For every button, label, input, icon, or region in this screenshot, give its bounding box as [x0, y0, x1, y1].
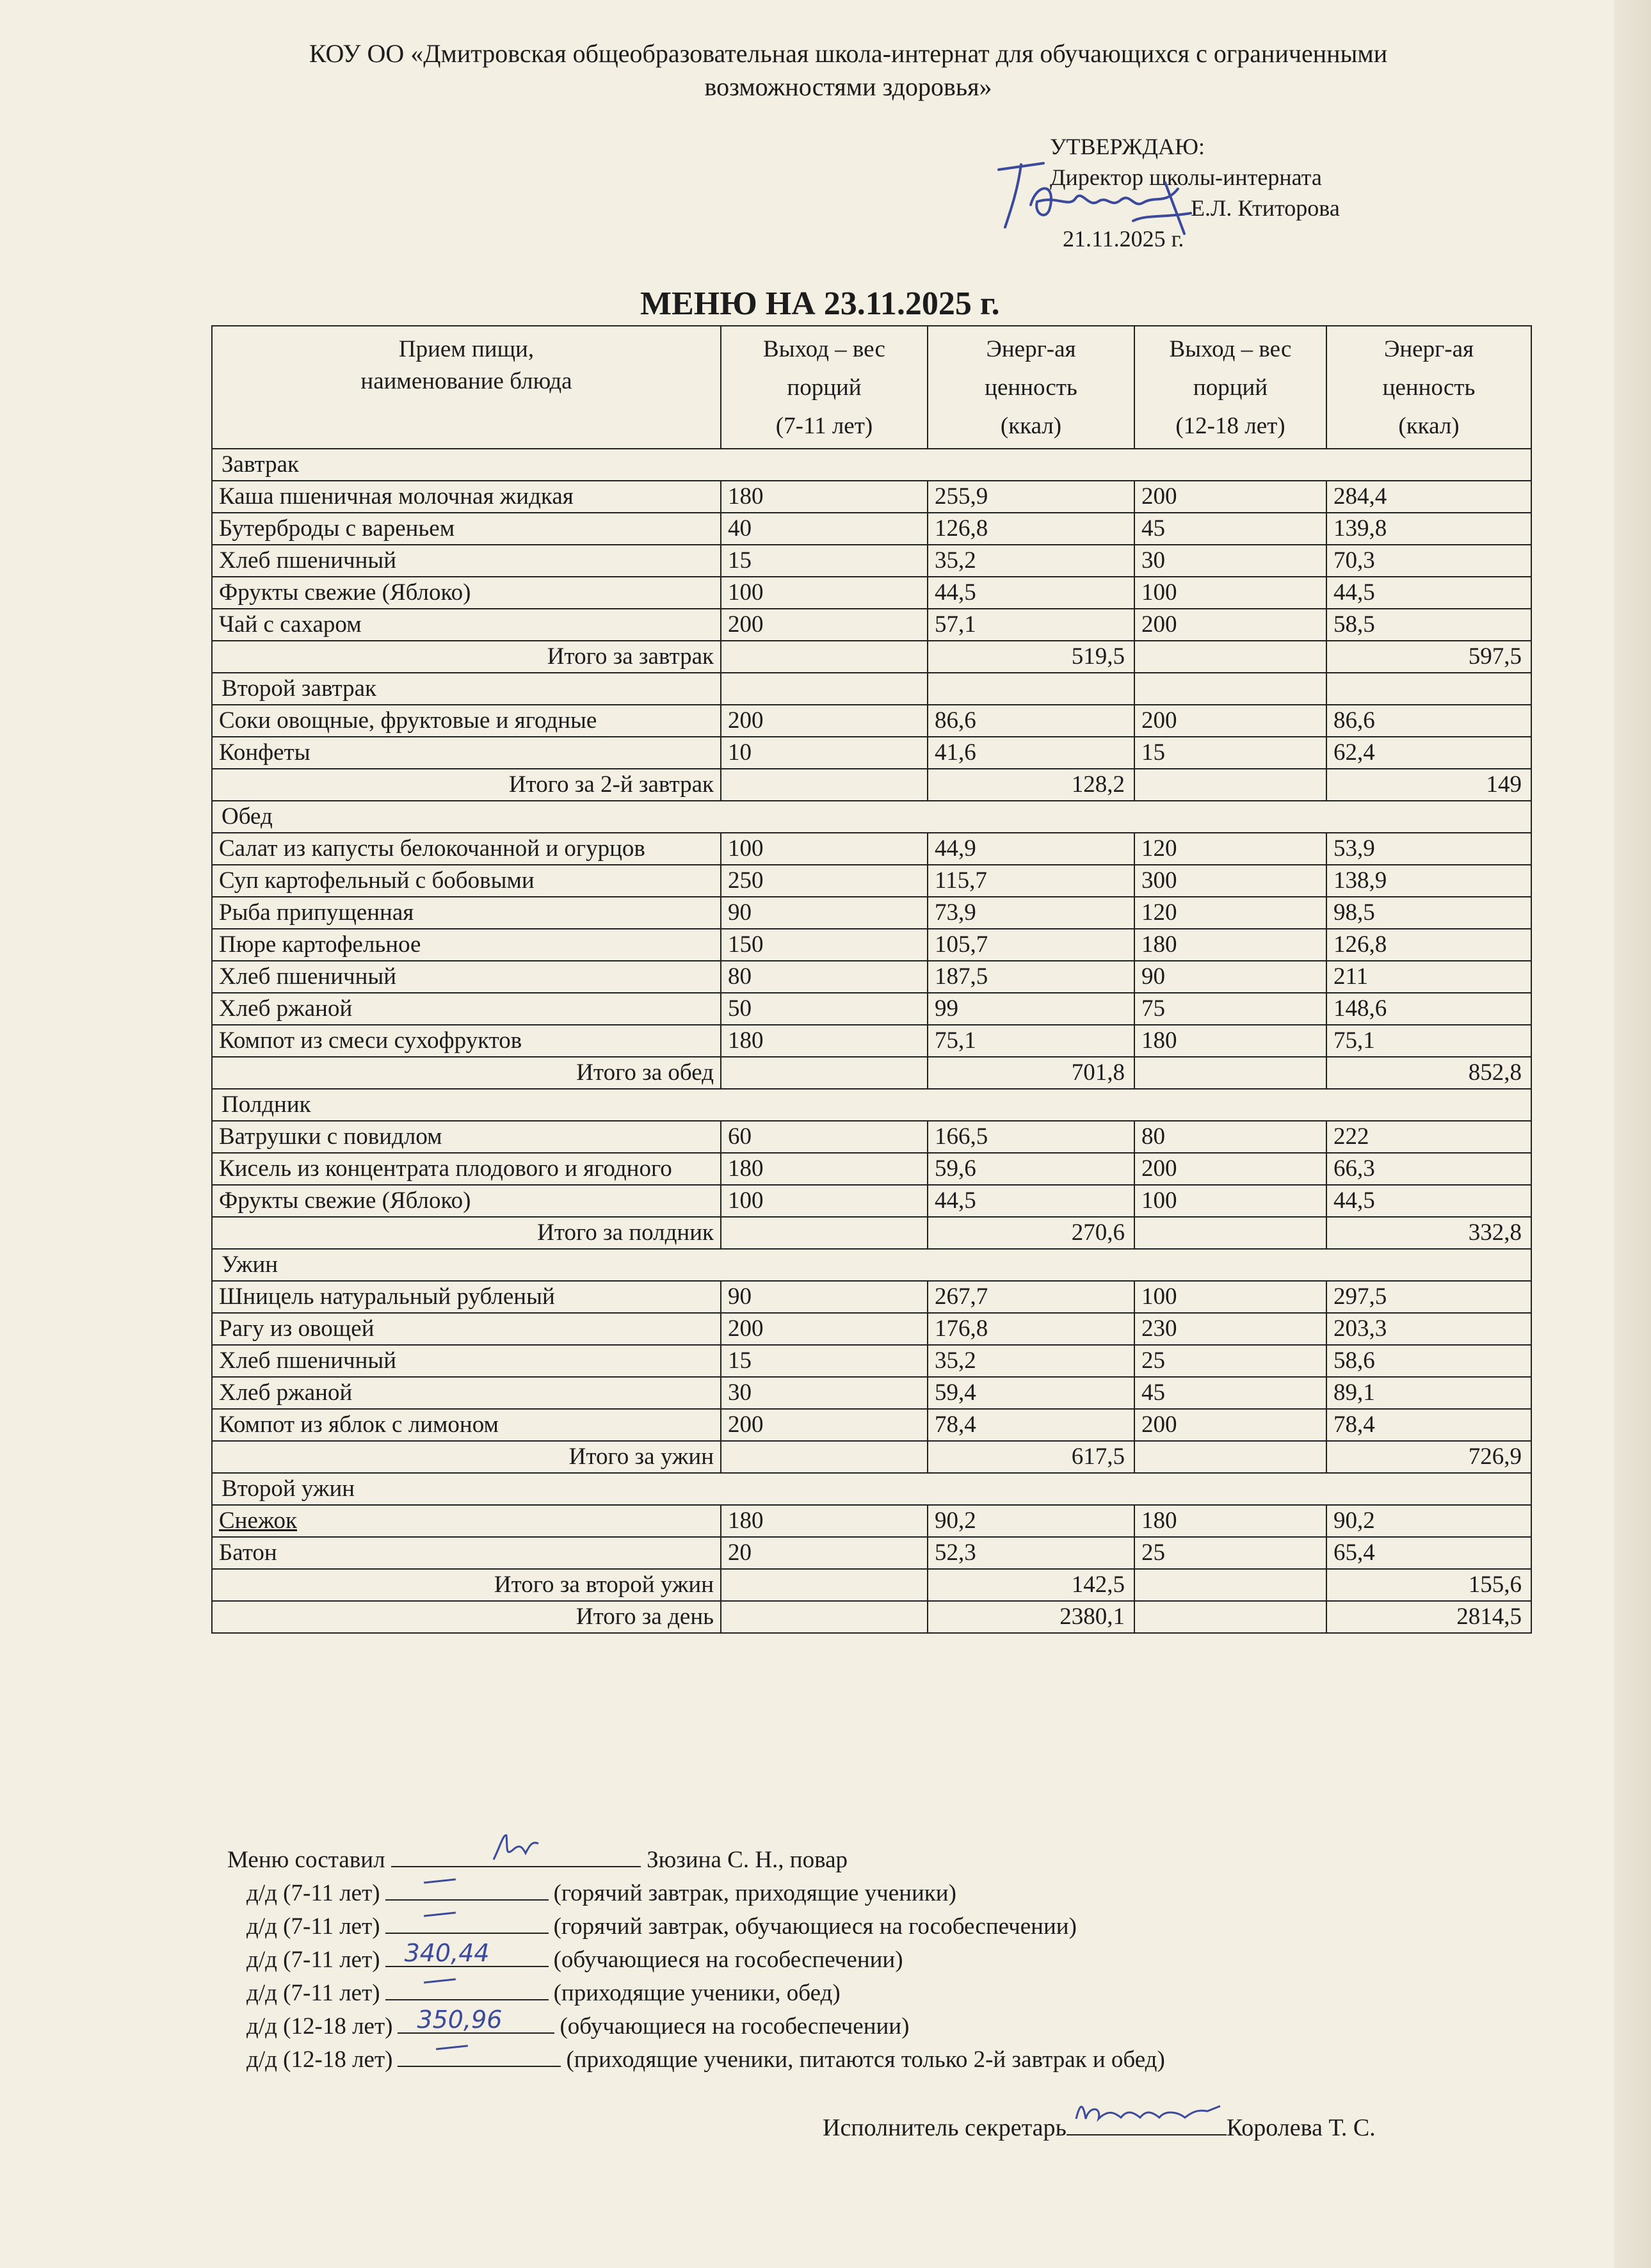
total-energy-7-11: 270,6 — [928, 1217, 1134, 1249]
weight-7-11: 90 — [721, 1281, 928, 1313]
allowance-row — [227, 2006, 1165, 2043]
weight-7-11: 200 — [721, 1409, 928, 1441]
dish-name: Бутерброды с вареньем — [212, 513, 721, 545]
total-energy-7-11: 519,5 — [928, 641, 1134, 673]
energy-12-18: 284,4 — [1326, 481, 1531, 513]
weight-7-11: 60 — [721, 1121, 928, 1153]
section-title: Второй завтрак — [212, 673, 721, 705]
director-signature — [973, 144, 1229, 240]
weight-7-11: 100 — [721, 833, 928, 865]
energy-7-11: 255,9 — [928, 481, 1134, 513]
weight-12-18: 45 — [1134, 1377, 1326, 1409]
weight-12-18: 300 — [1134, 865, 1326, 897]
weight-12-18: 75 — [1134, 993, 1326, 1025]
table-row — [212, 1377, 1531, 1409]
weight-12-18: 100 — [1134, 577, 1326, 609]
org-line-1: КОУ ОО «Дмитровская общеобразовательная школа-интернат для обучающихся с ограниченными — [309, 39, 1388, 68]
total-energy-7-11: 142,5 — [928, 1569, 1134, 1601]
table-row — [212, 993, 1531, 1025]
empty-cell — [1134, 1601, 1326, 1633]
weight-7-11: 200 — [721, 609, 928, 641]
energy-7-11: 44,9 — [928, 833, 1134, 865]
energy-7-11: 52,3 — [928, 1537, 1134, 1569]
table-row — [212, 481, 1531, 513]
empty-cell — [721, 1217, 928, 1249]
weight-12-18: 200 — [1134, 1409, 1326, 1441]
dish-name: Фрукты свежие (Яблоко) — [212, 577, 721, 609]
table-row — [212, 545, 1531, 577]
energy-7-11: 176,8 — [928, 1313, 1134, 1345]
dish-name: Фрукты свежие (Яблоко) — [212, 1185, 721, 1217]
weight-12-18: 25 — [1134, 1345, 1326, 1377]
total-label: Итого за ужин — [212, 1441, 721, 1473]
table-header-row — [212, 326, 1531, 449]
energy-12-18: 138,9 — [1326, 865, 1531, 897]
weight-12-18: 80 — [1134, 1121, 1326, 1153]
empty-cell — [1134, 641, 1326, 673]
table-row — [212, 1505, 1531, 1537]
allowance-age-label: д/д (7-11 лет) — [246, 1913, 380, 1940]
weight-12-18: 100 — [1134, 1281, 1326, 1313]
energy-7-11: 41,6 — [928, 737, 1134, 769]
energy-7-11: 126,8 — [928, 513, 1134, 545]
section-title: Обед — [212, 801, 1531, 833]
weight-12-18: 120 — [1134, 833, 1326, 865]
executor-label: Исполнитель секретарь — [823, 2114, 1067, 2141]
allowance-lines — [227, 1877, 1165, 2077]
energy-12-18: 70,3 — [1326, 545, 1531, 577]
dish-name: Кисель из концентрата плодового и ягодного — [212, 1153, 721, 1185]
weight-7-11: 200 — [721, 705, 928, 737]
energy-7-11: 44,5 — [928, 577, 1134, 609]
allowance-age-label: д/д (7-11 лет) — [246, 1880, 380, 1906]
executor-row — [823, 2112, 1376, 2142]
empty-cell — [1134, 673, 1326, 705]
weight-12-18: 30 — [1134, 545, 1326, 577]
energy-12-18: 86,6 — [1326, 705, 1531, 737]
handwritten-dash — [424, 1978, 456, 1983]
section-title: Полдник — [212, 1089, 1531, 1121]
table-row — [212, 513, 1531, 545]
menu-table — [211, 325, 1532, 1634]
energy-12-18: 126,8 — [1326, 929, 1531, 961]
total-row — [212, 769, 1531, 801]
weight-7-11: 15 — [721, 545, 928, 577]
dish-name: Хлеб ржаной — [212, 1377, 721, 1409]
total-label: Итого за 2-й завтрак — [212, 769, 721, 801]
table-row — [212, 609, 1531, 641]
weight-12-18: 200 — [1134, 1153, 1326, 1185]
total-row — [212, 1057, 1531, 1089]
total-energy-12-18: 726,9 — [1326, 1441, 1531, 1473]
weight-7-11: 80 — [721, 961, 928, 993]
weight-12-18: 200 — [1134, 705, 1326, 737]
weight-7-11: 50 — [721, 993, 928, 1025]
energy-7-11: 105,7 — [928, 929, 1134, 961]
header-weight-12-18: Выход – вес порций (12-18 лет) — [1134, 326, 1326, 449]
table-row — [212, 577, 1531, 609]
allowance-handwritten-value: 350,96 — [417, 2006, 503, 2034]
page-edge — [1614, 0, 1651, 2268]
empty-cell — [1134, 1217, 1326, 1249]
energy-12-18: 139,8 — [1326, 513, 1531, 545]
weight-7-11: 180 — [721, 481, 928, 513]
weight-12-18: 180 — [1134, 929, 1326, 961]
energy-12-18: 148,6 — [1326, 993, 1531, 1025]
header-energy-12-18: Энерг-ая ценность (ккал) — [1326, 326, 1531, 449]
section-row — [212, 449, 1531, 481]
table-row — [212, 705, 1531, 737]
organization-header — [160, 37, 1536, 104]
allowance-age-label: д/д (7-11 лет) — [246, 1980, 380, 2006]
total-label: Итого за день — [212, 1601, 721, 1633]
weight-7-11: 40 — [721, 513, 928, 545]
executor-name: Королева Т. С. — [1226, 2114, 1376, 2141]
dish-name: Пюре картофельное — [212, 929, 721, 961]
total-energy-12-18: 852,8 — [1326, 1057, 1531, 1089]
section-row — [212, 801, 1531, 833]
table-row — [212, 737, 1531, 769]
total-energy-7-11: 2380,1 — [928, 1601, 1134, 1633]
allowance-row — [227, 1910, 1165, 1943]
energy-7-11: 57,1 — [928, 609, 1134, 641]
table-row — [212, 1345, 1531, 1377]
org-line-2: возможностями здоровья» — [704, 72, 992, 101]
weight-12-18: 15 — [1134, 737, 1326, 769]
weight-7-11: 150 — [721, 929, 928, 961]
table-row — [212, 1025, 1531, 1057]
empty-cell — [721, 641, 928, 673]
allowance-note: (обучающиеся на гособеспечении) — [560, 2013, 910, 2039]
section-title: Завтрак — [212, 449, 1531, 481]
table-row — [212, 1281, 1531, 1313]
energy-12-18: 98,5 — [1326, 897, 1531, 929]
weight-12-18: 200 — [1134, 481, 1326, 513]
weight-7-11: 180 — [721, 1025, 928, 1057]
energy-7-11: 166,5 — [928, 1121, 1134, 1153]
weight-12-18: 25 — [1134, 1537, 1326, 1569]
executor-signature-line — [1067, 2112, 1227, 2135]
weight-7-11: 250 — [721, 865, 928, 897]
energy-12-18: 44,5 — [1326, 577, 1531, 609]
energy-12-18: 89,1 — [1326, 1377, 1531, 1409]
energy-7-11: 90,2 — [928, 1505, 1134, 1537]
energy-12-18: 211 — [1326, 961, 1531, 993]
empty-cell — [721, 769, 928, 801]
table-row — [212, 1409, 1531, 1441]
weight-12-18: 90 — [1134, 961, 1326, 993]
table-row — [212, 865, 1531, 897]
total-energy-12-18: 597,5 — [1326, 641, 1531, 673]
empty-cell — [721, 1601, 928, 1633]
energy-12-18: 58,5 — [1326, 609, 1531, 641]
allowance-value-line — [385, 1977, 549, 2000]
total-energy-7-11: 617,5 — [928, 1441, 1134, 1473]
section-title: Второй ужин — [212, 1473, 1531, 1505]
empty-cell — [1134, 1569, 1326, 1601]
energy-12-18: 44,5 — [1326, 1185, 1531, 1217]
energy-12-18: 222 — [1326, 1121, 1531, 1153]
allowance-value-line — [398, 2006, 554, 2034]
weight-7-11: 200 — [721, 1313, 928, 1345]
table-row — [212, 1153, 1531, 1185]
empty-cell — [721, 1569, 928, 1601]
executor-signature — [1070, 2093, 1230, 2132]
energy-7-11: 86,6 — [928, 705, 1134, 737]
dish-name: Батон — [212, 1537, 721, 1569]
allowance-row — [227, 1877, 1165, 1910]
allowance-age-label: д/д (12-18 лет) — [246, 2013, 393, 2039]
composer-name: Зюзина С. Н., повар — [647, 1847, 848, 1873]
total-energy-7-11: 701,8 — [928, 1057, 1134, 1089]
total-energy-12-18: 332,8 — [1326, 1217, 1531, 1249]
allowance-row — [227, 1977, 1165, 2010]
weight-12-18: 45 — [1134, 513, 1326, 545]
energy-7-11: 115,7 — [928, 865, 1134, 897]
weight-12-18: 100 — [1134, 1185, 1326, 1217]
allowance-row — [227, 2043, 1165, 2077]
dish-name: Хлеб пшеничный — [212, 545, 721, 577]
energy-12-18: 75,1 — [1326, 1025, 1531, 1057]
section-row — [212, 673, 1531, 705]
weight-7-11: 10 — [721, 737, 928, 769]
energy-12-18: 53,9 — [1326, 833, 1531, 865]
total-row — [212, 1601, 1531, 1633]
total-row — [212, 641, 1531, 673]
energy-12-18: 78,4 — [1326, 1409, 1531, 1441]
allowance-value-line — [385, 1939, 549, 1967]
energy-12-18: 203,3 — [1326, 1313, 1531, 1345]
total-label: Итого за завтрак — [212, 641, 721, 673]
weight-12-18: 180 — [1134, 1025, 1326, 1057]
table-row — [212, 1185, 1531, 1217]
handwritten-dash — [436, 2045, 468, 2050]
total-label: Итого за обед — [212, 1057, 721, 1089]
total-row — [212, 1569, 1531, 1601]
composer-row — [227, 1844, 1165, 1877]
dish-name: Конфеты — [212, 737, 721, 769]
allowance-age-label: д/д (12-18 лет) — [246, 2047, 393, 2073]
dish-name: Рагу из овощей — [212, 1313, 721, 1345]
weight-7-11: 15 — [721, 1345, 928, 1377]
allowance-value-line — [398, 2044, 561, 2067]
total-label: Итого за второй ужин — [212, 1569, 721, 1601]
table-row — [212, 833, 1531, 865]
weight-7-11: 100 — [721, 577, 928, 609]
dish-name: Рыба припущенная — [212, 897, 721, 929]
dish-name: Компот из яблок с лимоном — [212, 1409, 721, 1441]
dish-name: Снежок — [212, 1505, 721, 1537]
weight-7-11: 180 — [721, 1505, 928, 1537]
dish-name: Салат из капусты белокочанной и огурцов — [212, 833, 721, 865]
empty-cell — [928, 673, 1134, 705]
total-energy-12-18: 149 — [1326, 769, 1531, 801]
dish-name: Каша пшеничная молочная жидкая — [212, 481, 721, 513]
total-row — [212, 1217, 1531, 1249]
allowance-value-line — [385, 1911, 549, 1934]
dish-name: Соки овощные, фруктовые и ягодные — [212, 705, 721, 737]
energy-7-11: 187,5 — [928, 961, 1134, 993]
empty-cell — [1134, 1057, 1326, 1089]
empty-cell — [721, 1441, 928, 1473]
handwritten-dash — [424, 1911, 456, 1917]
section-row — [212, 1249, 1531, 1281]
energy-12-18: 58,6 — [1326, 1345, 1531, 1377]
dish-name: Ватрушки с повидлом — [212, 1121, 721, 1153]
section-row — [212, 1473, 1531, 1505]
handwritten-dash — [424, 1878, 456, 1883]
dish-name: Хлеб пшеничный — [212, 1345, 721, 1377]
allowance-age-label: д/д (7-11 лет) — [246, 1947, 380, 1973]
dish-name: Чай с сахаром — [212, 609, 721, 641]
header-weight-7-11: Выход – вес порций (7-11 лет) — [721, 326, 928, 449]
energy-7-11: 35,2 — [928, 1345, 1134, 1377]
approve-name: Е.Л. Ктиторова — [1191, 195, 1340, 221]
table-row — [212, 1313, 1531, 1345]
energy-7-11: 267,7 — [928, 1281, 1134, 1313]
energy-12-18: 62,4 — [1326, 737, 1531, 769]
energy-12-18: 297,5 — [1326, 1281, 1531, 1313]
dish-name: Хлеб пшеничный — [212, 961, 721, 993]
table-row — [212, 1121, 1531, 1153]
header-energy-7-11: Энерг-ая ценность (ккал) — [928, 326, 1134, 449]
weight-7-11: 100 — [721, 1185, 928, 1217]
empty-cell — [1326, 673, 1531, 705]
weight-7-11: 30 — [721, 1377, 928, 1409]
footer-block — [227, 1844, 1165, 2077]
section-row — [212, 1089, 1531, 1121]
allowance-note: (приходящие ученики, питаются только 2-й завтрак и обед) — [566, 2047, 1165, 2073]
dish-name: Компот из смеси сухофруктов — [212, 1025, 721, 1057]
total-energy-12-18: 155,6 — [1326, 1569, 1531, 1601]
empty-cell — [721, 673, 928, 705]
energy-12-18: 66,3 — [1326, 1153, 1531, 1185]
weight-12-18: 120 — [1134, 897, 1326, 929]
weight-12-18: 200 — [1134, 609, 1326, 641]
approve-title: УТВЕРЖДАЮ: — [1050, 134, 1205, 159]
section-title: Ужин — [212, 1249, 1531, 1281]
table-row — [212, 961, 1531, 993]
energy-7-11: 78,4 — [928, 1409, 1134, 1441]
energy-7-11: 59,6 — [928, 1153, 1134, 1185]
allowance-note: (обучающиеся на гособеспечении) — [553, 1947, 903, 1973]
total-energy-12-18: 2814,5 — [1326, 1601, 1531, 1633]
energy-7-11: 99 — [928, 993, 1134, 1025]
approve-date: 21.11.2025 г. — [1063, 226, 1184, 252]
dish-name: Шницель натуральный рубленый — [212, 1281, 721, 1313]
composer-signature-line — [391, 1844, 641, 1867]
composer-signature — [487, 1828, 545, 1866]
dish-name: Хлеб ржаной — [212, 993, 721, 1025]
total-label: Итого за полдник — [212, 1217, 721, 1249]
empty-cell — [1134, 769, 1326, 801]
table-row — [212, 897, 1531, 929]
total-row — [212, 1441, 1531, 1473]
total-energy-7-11: 128,2 — [928, 769, 1134, 801]
allowance-row — [227, 1939, 1165, 1977]
composer-label: Меню составил — [227, 1847, 385, 1873]
allowance-note: (приходящие ученики, обед) — [553, 1980, 841, 2006]
empty-cell — [1134, 1441, 1326, 1473]
allowance-handwritten-value: 340,44 — [404, 1939, 490, 1967]
energy-7-11: 59,4 — [928, 1377, 1134, 1409]
table-row — [212, 929, 1531, 961]
menu-table-body — [212, 449, 1531, 1633]
allowance-note: (горячий завтрак, обучающиеся на гособеспечении) — [553, 1913, 1077, 1940]
weight-7-11: 20 — [721, 1537, 928, 1569]
energy-7-11: 44,5 — [928, 1185, 1134, 1217]
energy-7-11: 35,2 — [928, 545, 1134, 577]
approve-position: Директор школы-интерната — [1050, 165, 1322, 190]
empty-cell — [721, 1057, 928, 1089]
header-meal-name: Прием пищи, наименование блюда — [212, 326, 721, 449]
weight-12-18: 230 — [1134, 1313, 1326, 1345]
allowance-note: (горячий завтрак, приходящие ученики) — [553, 1880, 956, 1906]
weight-12-18: 180 — [1134, 1505, 1326, 1537]
allowance-value-line — [385, 1878, 549, 1901]
weight-7-11: 90 — [721, 897, 928, 929]
menu-title: МЕНЮ НА 23.11.2025 г. — [640, 286, 1000, 322]
energy-7-11: 73,9 — [928, 897, 1134, 929]
weight-7-11: 180 — [721, 1153, 928, 1185]
table-row — [212, 1537, 1531, 1569]
energy-7-11: 75,1 — [928, 1025, 1134, 1057]
dish-name: Суп картофельный с бобовыми — [212, 865, 721, 897]
energy-12-18: 65,4 — [1326, 1537, 1531, 1569]
energy-12-18: 90,2 — [1326, 1505, 1531, 1537]
